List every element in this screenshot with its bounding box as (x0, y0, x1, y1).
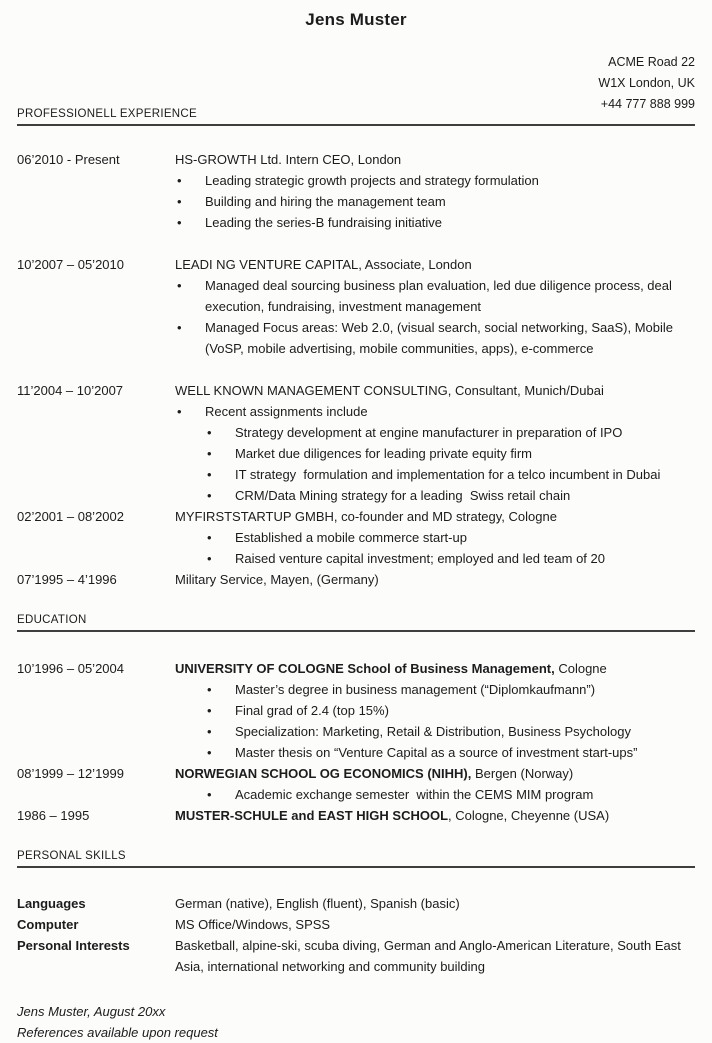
entry-date: 10’1996 – 05’2004 (17, 661, 124, 676)
bullet-text: Managed deal sourcing business plan evaluation, led due diligence process, deal execution, fundraising, investment management (205, 278, 676, 314)
entry-title: Military Service, Mayen, (Germany) (175, 572, 379, 587)
bullet-text: Market due diligences for leading private equity firm (235, 446, 532, 461)
entry-title-bold: NORWEGIAN SCHOOL OG ECONOMICS (NIHH), (175, 766, 472, 781)
contact-line-city: W1X London, UK (598, 76, 695, 90)
bullet-text: Academic exchange semester within the CEMS MIM program (235, 787, 594, 802)
bullet-text: Leading the series-B fundraising initiative (205, 215, 443, 230)
bullet-text: Strategy development at engine manufacturer in preparation of IPO (235, 425, 623, 440)
bullet-icon: • (207, 425, 212, 440)
education-entry (17, 805, 695, 826)
entry-title (175, 658, 695, 679)
sub-bullet-item (205, 784, 695, 805)
bullet-icon: • (207, 488, 212, 503)
signature-line: Jens Muster, August 20xx (17, 1004, 166, 1019)
entry-content (175, 506, 695, 569)
experience-entry (17, 149, 695, 233)
bullet-text: Master’s degree in business management (“Diplomkaufmann”) (235, 682, 596, 697)
contact-line-street: ACME Road 22 (608, 55, 695, 69)
bullet-icon: • (207, 446, 212, 461)
bullet-text: Final grad of 2.4 (top 15%) (235, 703, 389, 718)
sub-bullet-item (205, 721, 695, 742)
bullet-icon: • (207, 724, 212, 739)
bullet-icon: • (207, 530, 212, 545)
section-heading-personal-skills: PERSONAL SKILLS (17, 849, 695, 868)
skill-row-computer (17, 914, 695, 935)
sub-bullet-item (205, 527, 695, 548)
bullet-icon: • (207, 745, 212, 760)
bullet-text: CRM/Data Mining strategy for a leading Swiss retail chain (235, 488, 571, 503)
bullet-icon: • (207, 682, 212, 697)
bullet-item (175, 401, 695, 422)
entry-date: 1986 – 1995 (17, 808, 90, 823)
skill-row-personal-interests (17, 935, 695, 977)
entry-date: 02’2001 – 08’2002 (17, 509, 124, 524)
bullet-text: Recent assignments include (205, 404, 368, 419)
entry-content (175, 658, 695, 763)
sub-bullet-item (205, 700, 695, 721)
entry-date: 11’2004 – 10’2007 (17, 383, 124, 398)
sub-bullet-item (205, 742, 695, 763)
entry-content (175, 805, 695, 826)
skill-value: German (native), English (fluent), Spanish (basic) (175, 896, 460, 911)
entry-title-rest: , Cologne, Cheyenne (USA) (448, 808, 610, 823)
skill-label: Personal Interests (17, 938, 130, 953)
bullet-icon: • (207, 787, 212, 802)
education-entry (17, 658, 695, 763)
bullet-icon: • (207, 467, 212, 482)
bullet-text: Building and hiring the management team (205, 194, 446, 209)
bullet-item (175, 191, 695, 212)
entry-content (175, 380, 695, 506)
bullet-icon: • (177, 320, 182, 335)
entry-date: 07’1995 – 4’1996 (17, 572, 117, 587)
section-heading-education: EDUCATION (17, 613, 695, 632)
bullet-item (175, 275, 695, 317)
page-title: Jens Muster (305, 10, 407, 29)
experience-entry (17, 254, 695, 359)
sub-bullet-item (205, 443, 695, 464)
entry-title: MYFIRSTSTARTUP GMBH, co-founder and MD strategy, Cologne (175, 509, 557, 524)
skill-label: Languages (17, 896, 86, 911)
bullet-icon: • (177, 278, 182, 293)
experience-entry (17, 506, 695, 569)
sub-bullet-item (205, 422, 695, 443)
bullet-text: IT strategy formulation and implementation for a telco incumbent in Dubai (235, 467, 661, 482)
skills-table (17, 893, 695, 977)
entry-date: 06’2010 - Present (17, 152, 120, 167)
education-entry (17, 763, 695, 805)
entry-title-bold: MUSTER-SCHULE and EAST HIGH SCHOOL (175, 808, 449, 823)
entry-title-rest: Cologne (554, 661, 607, 676)
entry-title (175, 805, 695, 826)
bullet-icon: • (177, 194, 182, 209)
entry-content (175, 763, 695, 805)
bullet-item (175, 170, 695, 191)
skill-value: Basketball, alpine-ski, scuba diving, German and Anglo-American Literature, South East Asia, international networking and community building (175, 938, 681, 974)
bullet-icon: • (177, 215, 182, 230)
sub-bullet-item (205, 548, 695, 569)
entry-content (175, 569, 695, 590)
skill-row-languages (17, 893, 695, 914)
bullet-text: Leading strategic growth projects and strategy formulation (205, 173, 539, 188)
bullet-icon: • (177, 404, 182, 419)
bullet-item (175, 212, 695, 233)
bullet-item (175, 317, 695, 359)
entry-content (175, 149, 695, 233)
sub-bullet-item (205, 464, 695, 485)
entry-content (175, 254, 695, 359)
entry-date: 10’2007 – 05’2010 (17, 257, 124, 272)
entry-title: LEADI NG VENTURE CAPITAL, Associate, London (175, 257, 472, 272)
bullet-text: Raised venture capital investment; employed and led team of 20 (235, 551, 605, 566)
contact-line-phone: +44 777 888 999 (600, 97, 695, 111)
bullet-text: Master thesis on “Venture Capital as a source of investment start-ups” (235, 745, 638, 760)
entry-title: HS-GROWTH Ltd. Intern CEO, London (175, 152, 402, 167)
entry-title: WELL KNOWN MANAGEMENT CONSULTING, Consultant, Munich/Dubai (175, 383, 604, 398)
bullet-icon: • (207, 703, 212, 718)
experience-entry (17, 380, 695, 506)
skill-label: Computer (17, 917, 79, 932)
bullet-text: Specialization: Marketing, Retail & Distribution, Business Psychology (235, 724, 631, 739)
sub-bullet-item (205, 485, 695, 506)
bullet-text: Established a mobile commerce start-up (235, 530, 467, 545)
sub-bullet-item (205, 679, 695, 700)
bullet-icon: • (207, 551, 212, 566)
bullet-text: Managed Focus areas: Web 2.0, (visual search, social networking, SaaS), Mobile (VoSP, mobile advertising, mobile communities, apps), e-commerce (205, 320, 677, 356)
references-line: References available upon request (17, 1025, 218, 1040)
entry-title (175, 763, 695, 784)
bullet-icon: • (177, 173, 182, 188)
skill-value: MS Office/Windows, SPSS (175, 917, 331, 932)
entry-title-rest: Bergen (Norway) (471, 766, 574, 781)
section-heading-experience: PROFESSIONELL EXPERIENCE (17, 107, 695, 126)
entry-title-bold: UNIVERSITY OF COLOGNE School of Business Management, (175, 661, 555, 676)
experience-entry (17, 569, 695, 590)
entry-date: 08’1999 – 12’1999 (17, 766, 124, 781)
contact-block (17, 52, 695, 115)
